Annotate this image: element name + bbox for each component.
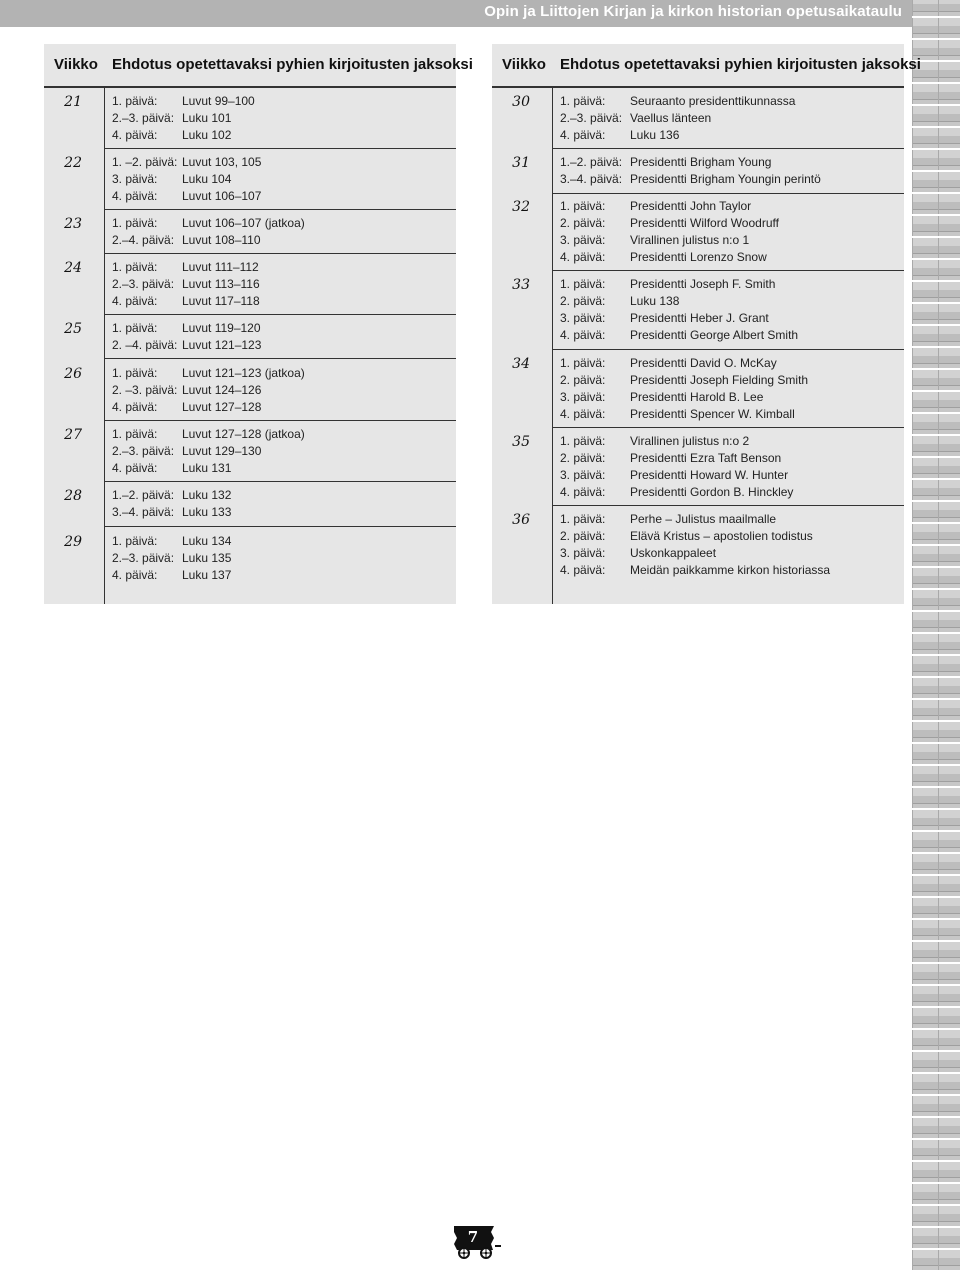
day-label: 4. päivä: [560, 128, 606, 142]
day-label: 2.–3. päivä: [560, 111, 623, 125]
day-label: 2. päivä: [560, 451, 606, 465]
passage: Luvut 127–128 [182, 400, 262, 414]
passage: Luku 135 [182, 551, 232, 565]
table-header [44, 44, 473, 86]
day-label: 1. päivä: [560, 94, 606, 108]
week-divider [552, 148, 904, 149]
passage: Presidentti Howard W. Hunter [630, 468, 789, 482]
week-number: 31 [512, 155, 530, 171]
day-label: 2. päivä: [560, 216, 606, 230]
day-label: 4. päivä: [112, 461, 158, 475]
passage: Luvut 121–123 (jatkoa) [182, 366, 305, 380]
passage: Luvut 106–107 (jatkoa) [182, 216, 305, 230]
week-divider [104, 358, 456, 359]
header-band [0, 0, 960, 27]
day-label: 4. päivä: [112, 400, 158, 414]
day-label: 2. päivä: [560, 294, 606, 308]
day-label: 1. päivä: [112, 534, 158, 548]
passage: Vaellus länteen [630, 111, 712, 125]
day-label: 1. päivä: [560, 434, 606, 448]
day-label: 1. päivä: [560, 356, 606, 370]
day-label: 3.–4. päivä: [112, 505, 175, 519]
week-number: 32 [512, 199, 530, 215]
day-label: 2.–3. päivä: [112, 551, 175, 565]
day-label: 4. päivä: [560, 328, 606, 342]
column-divider [552, 86, 553, 604]
day-label: 4. päivä: [560, 250, 606, 264]
day-label: 2.–3. päivä: [112, 111, 175, 125]
day-label: 3. päivä: [560, 468, 606, 482]
week-number: 26 [64, 366, 82, 382]
week-divider [552, 427, 904, 428]
passage: Presidentti George Albert Smith [630, 328, 799, 342]
passage: Luku 134 [182, 534, 232, 548]
day-label: 2. –4. päivä: [112, 338, 178, 352]
passage: Luku 136 [630, 128, 680, 142]
passage: Luku 132 [182, 488, 232, 502]
page-header-title: Opin ja Liittojen Kirjan ja kirkon historian opetusaikataulu [484, 3, 902, 20]
week-divider [104, 148, 456, 149]
week-number: 28 [64, 488, 82, 504]
week-divider [104, 253, 456, 254]
week-number: 27 [64, 427, 82, 443]
day-label: 1. päivä: [560, 199, 606, 213]
passage: Presidentti Wilford Woodruff [630, 216, 779, 230]
day-label: 3.–4. päivä: [560, 172, 623, 186]
week-divider [552, 270, 904, 271]
passage: Presidentti David O. McKay [630, 356, 777, 370]
day-label: 1.–2. päivä: [560, 155, 623, 169]
passage: Luku 133 [182, 505, 232, 519]
week-number: 29 [64, 534, 82, 550]
passage: Presidentti Spencer W. Kimball [630, 407, 795, 421]
column-header-passage: Ehdotus opetettavaksi pyhien kirjoitusten jaksoksi [560, 56, 921, 73]
page-number: 7 [467, 1228, 479, 1246]
day-label: 3. päivä: [560, 233, 606, 247]
passage: Presidentti Joseph F. Smith [630, 277, 776, 291]
day-label: 2. päivä: [560, 373, 606, 387]
day-label: 3. päivä: [112, 172, 158, 186]
day-label: 4. päivä: [112, 189, 158, 203]
day-label: 2. päivä: [560, 529, 606, 543]
week-divider [552, 193, 904, 194]
passage: Luku 131 [182, 461, 232, 475]
passage: Meidän paikkamme kirkon historiassa [630, 563, 831, 577]
day-label: 4. päivä: [560, 407, 606, 421]
week-divider [104, 314, 456, 315]
day-label: 1. päivä: [112, 94, 158, 108]
day-label: 2.–3. päivä: [112, 277, 175, 291]
day-label: 4. päivä: [112, 568, 158, 582]
passage: Luvut 127–128 (jatkoa) [182, 427, 305, 441]
week-divider [104, 526, 456, 527]
passage: Perhe – Julistus maailmalle [630, 512, 777, 526]
week-number: 36 [512, 512, 530, 528]
day-label: 3. päivä: [560, 546, 606, 560]
passage: Luvut 129–130 [182, 444, 262, 458]
passage: Presidentti Lorenzo Snow [630, 250, 767, 264]
day-label: 1. päivä: [560, 277, 606, 291]
passage: Uskonkappaleet [630, 546, 717, 560]
column-header-week: Viikko [502, 56, 546, 73]
day-label: 4. päivä: [560, 485, 606, 499]
week-number: 21 [64, 94, 82, 110]
passage: Luku 138 [630, 294, 680, 308]
column-header-week: Viikko [54, 56, 98, 73]
day-label: 4. päivä: [112, 294, 158, 308]
week-number: 34 [512, 356, 530, 372]
day-label: 2.–3. päivä: [112, 444, 175, 458]
day-label: 1. päivä: [560, 512, 606, 526]
brick-wall-decoration [912, 0, 960, 1272]
passage: Seuraanto presidenttikunnassa [630, 94, 796, 108]
day-label: 1. –2. päivä: [112, 155, 178, 169]
passage: Virallinen julistus n:o 1 [630, 233, 750, 247]
passage: Virallinen julistus n:o 2 [630, 434, 750, 448]
day-label: 3. päivä: [560, 390, 606, 404]
week-divider [552, 505, 904, 506]
week-divider [104, 209, 456, 210]
day-label: 3. päivä: [560, 311, 606, 325]
day-label: 1. päivä: [112, 427, 158, 441]
day-label: 1.–2. päivä: [112, 488, 175, 502]
passage: Luvut 119–120 [182, 321, 261, 335]
passage: Presidentti John Taylor [630, 199, 752, 213]
day-label: 1. päivä: [112, 216, 158, 230]
passage: Luku 101 [182, 111, 232, 125]
day-label: 4. päivä: [560, 563, 606, 577]
schedule-table-left [44, 44, 473, 604]
passage: Luku 137 [182, 568, 232, 582]
passage: Luvut 103, 105 [182, 155, 262, 169]
passage: Luvut 117–118 [182, 294, 260, 308]
day-label: 1. päivä: [112, 321, 158, 335]
week-number: 25 [64, 321, 82, 337]
week-divider [104, 420, 456, 421]
week-number: 24 [64, 260, 82, 276]
passage: Elävä Kristus – apostolien todistus [630, 529, 813, 543]
passage: Luvut 124–126 [182, 383, 262, 397]
week-number: 30 [512, 94, 530, 110]
day-label: 4. päivä: [112, 128, 158, 142]
week-divider [104, 481, 456, 482]
week-divider [552, 349, 904, 350]
day-label: 2.–4. päivä: [112, 233, 175, 247]
week-number: 35 [512, 434, 530, 450]
passage: Luvut 111–112 [182, 260, 259, 274]
passage: Luvut 99–100 [182, 94, 255, 108]
passage: Presidentti Brigham Youngin perintö [630, 172, 821, 186]
header-divider [492, 86, 904, 88]
header-divider [44, 86, 456, 88]
table-header [492, 44, 921, 86]
passage: Presidentti Ezra Taft Benson [630, 451, 782, 465]
day-label: 1. päivä: [112, 260, 158, 274]
passage: Luvut 108–110 [182, 233, 261, 247]
passage: Presidentti Brigham Young [630, 155, 772, 169]
passage: Presidentti Joseph Fielding Smith [630, 373, 809, 387]
passage: Presidentti Heber J. Grant [630, 311, 769, 325]
passage: Luku 102 [182, 128, 232, 142]
passage: Presidentti Gordon B. Hinckley [630, 485, 794, 499]
day-label: 1. päivä: [112, 366, 158, 380]
passage: Luvut 106–107 [182, 189, 262, 203]
week-number: 22 [64, 155, 82, 171]
day-label: 2. –3. päivä: [112, 383, 178, 397]
week-number: 23 [64, 216, 82, 232]
schedule-table-right [492, 44, 921, 604]
week-number: 33 [512, 277, 530, 293]
column-header-passage: Ehdotus opetettavaksi pyhien kirjoitusten jaksoksi [112, 56, 473, 73]
passage: Presidentti Harold B. Lee [630, 390, 764, 404]
passage: Luvut 113–116 [182, 277, 260, 291]
passage: Luku 104 [182, 172, 232, 186]
covered-wagon-icon [451, 1224, 501, 1260]
passage: Luvut 121–123 [182, 338, 262, 352]
